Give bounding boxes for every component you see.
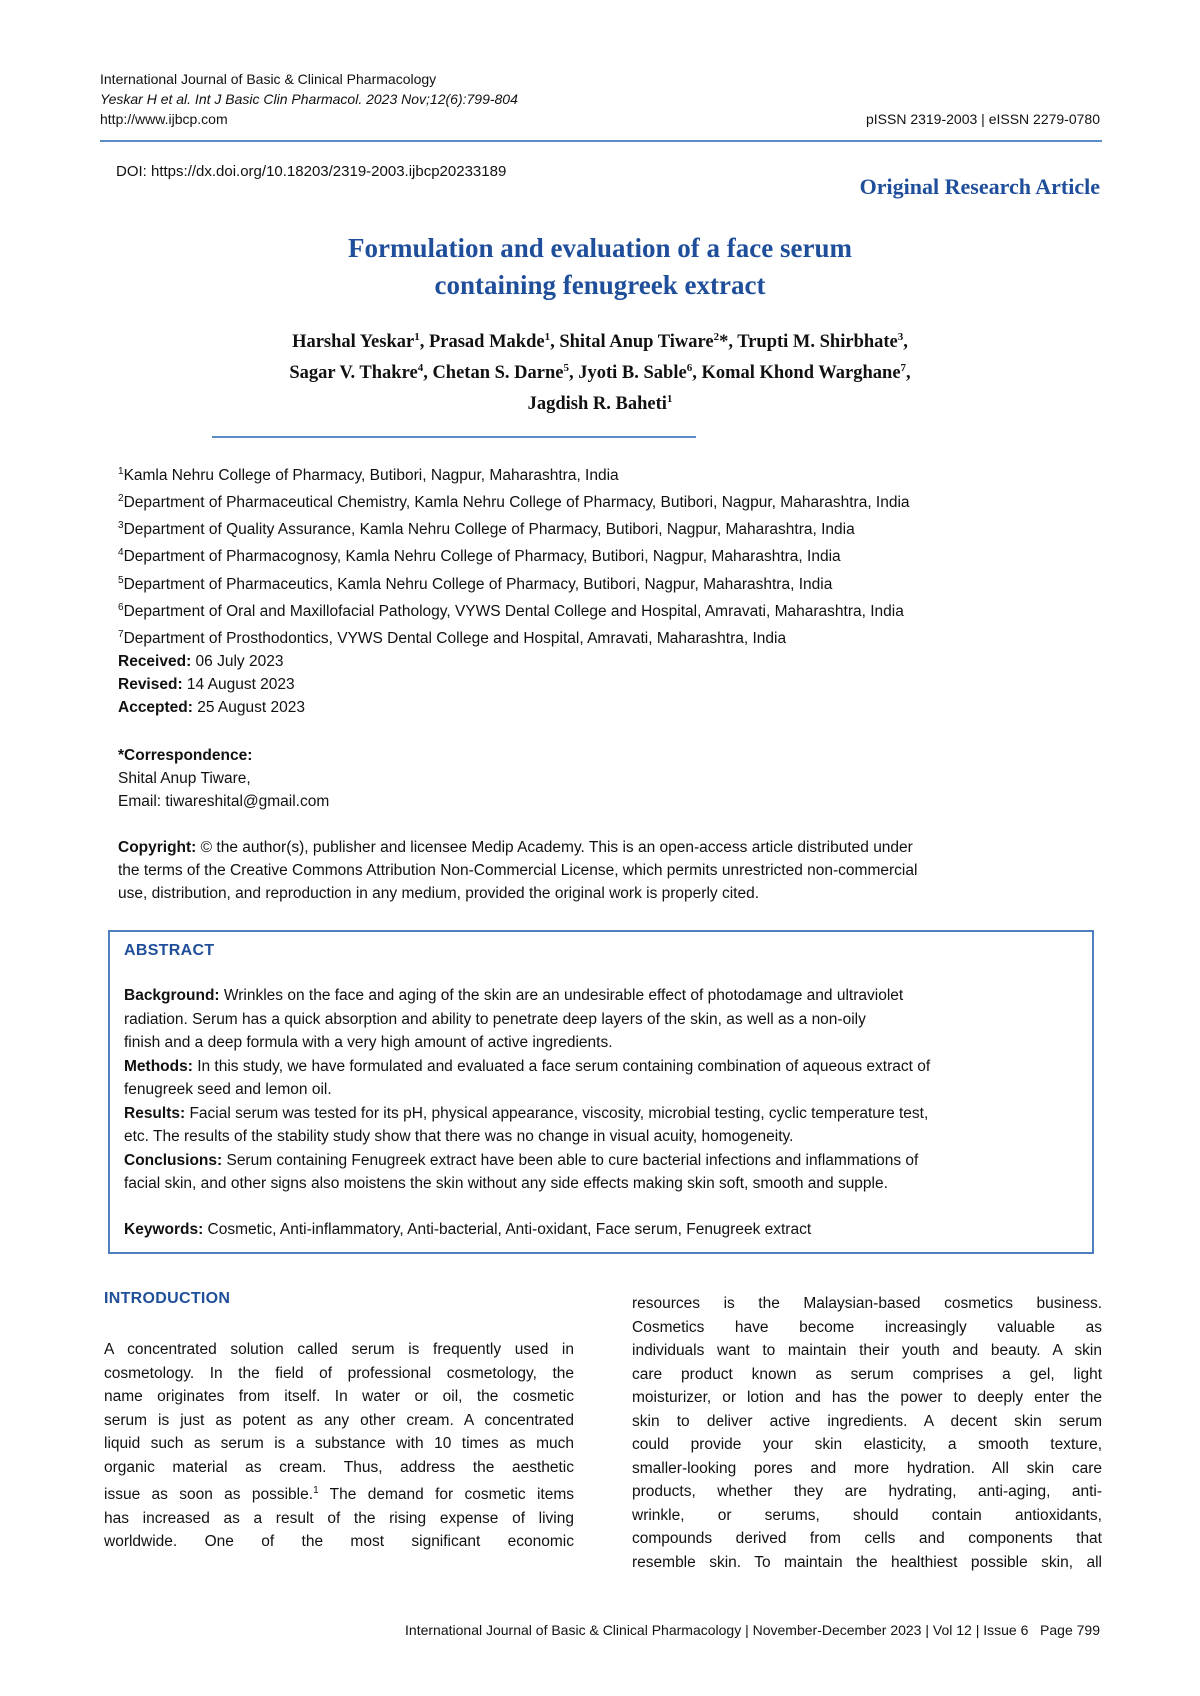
author: Sagar V. Thakre bbox=[289, 363, 418, 384]
affiliation: $^5$Department of Pharmaceutics, Kamla Nehru College of Pharmacy, Butibori, Nagpur, Maharashtra, India bbox=[118, 574, 833, 593]
author: Komal Khond Warghane bbox=[701, 363, 901, 384]
citation: Yeskar H et al. Int J Basic Clin Pharmacol. 2023 Nov;12(6):799-804 bbox=[100, 91, 518, 107]
intro-right-column: resources is the Malaysian-based cosmetics business. Cosmetics have become increasingly valuable as individuals want to maintain their youth and beauty. A skin care product known as serum comprises a gel, light moisturizer, or lotion and has the power to deeply enter the skin to deliver active ingredients. A decent skin serum could provide your skin elasticity, a smooth texture, smaller-looking pores and more hydration. All skin care products, whether they are hydrating, anti-aging, anti- wrinkle, or serums, should contain antioxidants, compounds derived from cells and components that resemble skin. To maintain the healthiest possible skin, all bbox=[632, 1295, 1102, 1571]
revised-date: 14 August 2023 bbox=[182, 676, 295, 693]
header-rule bbox=[100, 140, 1102, 142]
affiliation: $^6$Department of Oral and Maxillofacial Pathology, VYWS Dental College and Hospital, Amravati, Maharashtra, India bbox=[118, 601, 904, 620]
title-line: Formulation and evaluation of a face serum bbox=[348, 233, 852, 263]
author: Harshal Yeskar bbox=[292, 332, 415, 353]
issn: pISSN 2319-2003 | eISSN 2279-0780 bbox=[865, 111, 1100, 127]
article-dates: Received: 06 July 2023 Revised: 14 August 2023 Accepted: 25 August 2023 bbox=[118, 653, 305, 716]
author: Jagdish R. Baheti bbox=[527, 394, 667, 415]
author-list: Harshal Yeskar$^1$, Prasad Makde$^1$, Shital Anup Tiware$^2$*, Trupti M. Shirbhate$^3$, Sagar V. Thakre$^4$, Chetan S. Darne$^5$, Jyoti B. Sable$^6$, Komal Khond Warghane$^7$, Jagdish R. Baheti$^1$ bbox=[289, 331, 911, 415]
author-rule bbox=[212, 436, 696, 438]
keywords: Keywords: Cosmetic, Anti-inflammatory, Anti-bacterial, Anti-oxidant, Face serum, Fenugreek extract bbox=[124, 1221, 812, 1238]
affiliation-list bbox=[118, 460, 910, 650]
affiliation: $^2$Department of Pharmaceutical Chemistry, Kamla Nehru College of Pharmacy, Butibori, Nagpur, Maharashtra, India bbox=[118, 493, 910, 512]
author: Trupti M. Shirbhate bbox=[737, 332, 898, 353]
article-type: Original Research Article bbox=[859, 174, 1100, 199]
article-title bbox=[100, 230, 1100, 304]
copyright-notice: Copyright: © the author(s), publisher and licensee Medip Academy. This is an open-access article distributed under the terms of the Creative Commons Attribution Non-Commercial License, which permits unrestricted non-commercial use, distribution, and reproduction in any medium, provided the original work is properly cited. bbox=[118, 839, 918, 902]
correspondence-name: Shital Anup Tiware, bbox=[118, 770, 251, 787]
affiliation: $^3$Department of Quality Assurance, Kamla Nehru College of Pharmacy, Butibori, Nagpur, Maharashtra, India bbox=[118, 520, 855, 539]
journal-name: International Journal of Basic & Clinical Pharmacology bbox=[100, 71, 437, 87]
footer-journal: International Journal of Basic & Clinical Pharmacology | November-December 2023 | Vol 12 | Issue 6 bbox=[405, 1622, 1029, 1638]
author: Shital Anup Tiware bbox=[559, 332, 714, 353]
affiliation: $^7$Department of Prosthodontics, VYWS Dental College and Hospital, Amravati, Maharashtra, India bbox=[118, 628, 787, 648]
author: Jyoti B. Sable bbox=[578, 363, 687, 384]
intro-left-column: A concentrated solution called serum is frequently used in cosmetology. In the field of professional cosmetology, the name originates from itself. In water or oil, the cosmetic serum is just as potent as any other cream. A concentrated liquid such as serum is a substance with 10 times as much organic material as cream. Thus, address the aesthetic issue as soon as possible.$^1$ The demand for cosmetic items has increased as a result of the rising expense of living worldwide. One of the most significant economic bbox=[104, 1341, 575, 1551]
abstract-body: Background: Wrinkles on the face and aging of the skin are an undesirable effect of photodamage and ultraviolet radiation. Serum has a quick absorption and ability to penetrate deep layers of the skin, as well as a non-oily finish and a deep formula with a very high amount of active ingredients. Methods: In this study, we have formulated and evaluated a face serum containing combination of aqueous extract of fenugreek seed and lemon oil. Results: Facial serum was tested for its pH, physical appearance, viscosity, microbial testing, cyclic temperature test, etc. The results of the stability study show that there was no change in visual acuity, homogeneity. Conclusions: Serum containing Fenugreek extract have been able to cure bacterial infections and inflammations of facial skin, and other signs also moistens the skin without any side effects making skin soft, smooth and supple. bbox=[124, 987, 931, 1192]
received-date: 06 July 2023 bbox=[191, 653, 284, 670]
doi-link[interactable]: DOI: https://dx.doi.org/10.18203/2319-2003.ijbcp20233189 bbox=[116, 163, 507, 180]
affiliation: $^1$Kamla Nehru College of Pharmacy, Butibori, Nagpur, Maharashtra, India bbox=[118, 466, 619, 485]
title-line: containing fenugreek extract bbox=[434, 270, 766, 300]
journal-url[interactable]: http://www.ijbcp.com bbox=[100, 111, 228, 127]
correspondence: *Correspondence: Shital Anup Tiware, Email: tiwareshital@gmail.com bbox=[118, 744, 329, 813]
page-footer bbox=[405, 1622, 1100, 1638]
abstract-heading: ABSTRACT bbox=[124, 942, 215, 959]
accepted-date: 25 August 2023 bbox=[192, 699, 305, 716]
author: Chetan S. Darne bbox=[432, 363, 564, 384]
correspondence-email[interactable]: Email: tiwareshital@gmail.com bbox=[118, 793, 330, 810]
introduction-heading: INTRODUCTION bbox=[104, 1290, 231, 1307]
author: Prasad Makde bbox=[428, 332, 545, 353]
affiliation: $^4$Department of Pharmacognosy, Kamla Nehru College of Pharmacy, Butibori, Nagpur, Maharashtra, India bbox=[118, 547, 841, 566]
page-number: Page 799 bbox=[1040, 1622, 1100, 1638]
